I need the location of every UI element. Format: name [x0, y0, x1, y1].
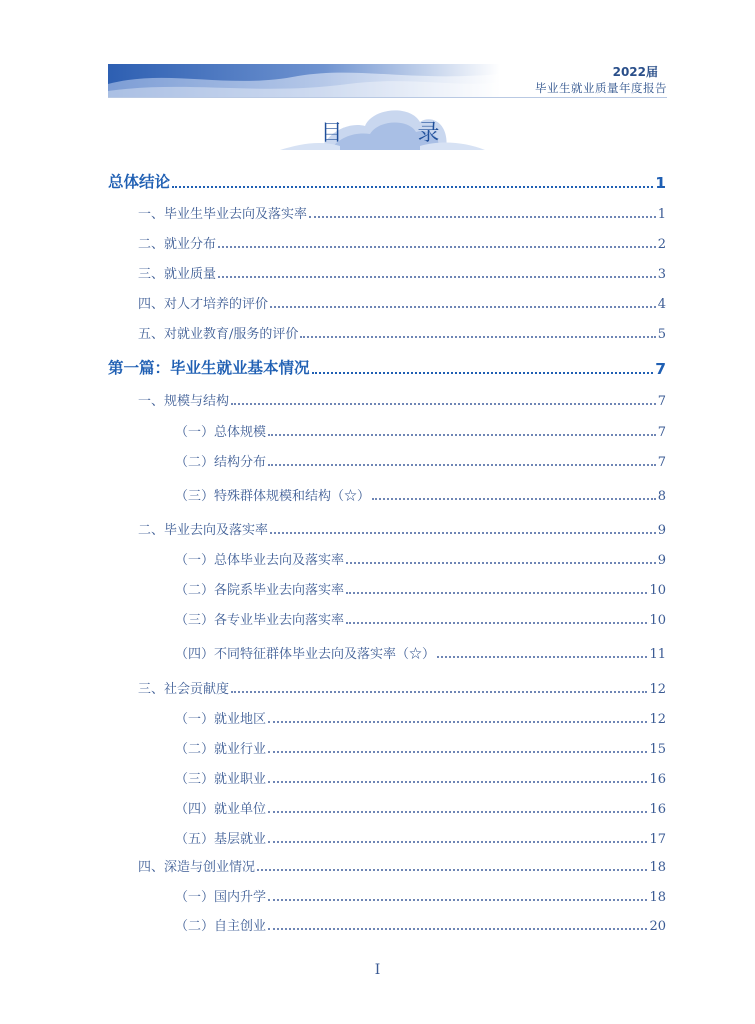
toc-entry[interactable] — [175, 609, 666, 628]
toc-page-number: 18 — [649, 890, 666, 905]
toc-section-entry[interactable] — [108, 356, 666, 378]
toc-leader-dots — [300, 326, 655, 338]
toc-entry-label: （一）就业地区 — [175, 712, 267, 727]
toc-leader-dots — [372, 488, 656, 500]
header-banner-image — [108, 64, 500, 97]
toc-entry-label: （一）国内升学 — [175, 890, 267, 905]
toc-leader-dots — [268, 711, 647, 723]
toc-entry-label: 五、对就业教育/服务的评价 — [138, 327, 299, 342]
toc-entry[interactable] — [175, 421, 666, 440]
toc-entry-label: 一、规模与结构 — [138, 394, 230, 409]
toc-entry-label: 四、深造与创业情况 — [138, 860, 256, 875]
toc-entry-label: （二）自主创业 — [175, 919, 267, 934]
toc-page-number: 18 — [649, 860, 666, 875]
toc-leader-dots — [270, 296, 656, 308]
toc-page-number: 9 — [657, 523, 666, 538]
toc-page-number: 20 — [649, 919, 666, 934]
toc-leader-dots — [268, 831, 647, 843]
toc-entry-label: （四）不同特征群体毕业去向及落实率（☆） — [175, 647, 436, 662]
toc-entry[interactable] — [138, 519, 666, 538]
header-report-title: 毕业生就业质量年度报告 — [535, 81, 667, 95]
toc-page-number: 17 — [649, 832, 666, 847]
toc-page-number: 3 — [657, 267, 666, 282]
toc-entry[interactable] — [138, 233, 666, 252]
toc-entry-label: 四、对人才培养的评价 — [138, 297, 269, 312]
toc-entry-label: 一、毕业生毕业去向及落实率 — [138, 207, 308, 222]
toc-entry-label: （四）就业单位 — [175, 802, 267, 817]
toc-leader-dots — [231, 681, 647, 693]
toc-page-number: 15 — [649, 742, 666, 757]
toc-entry-label: （二）各院系毕业去向落实率 — [175, 583, 345, 598]
toc-entry[interactable] — [175, 828, 666, 847]
toc-page-number: 16 — [649, 772, 666, 787]
toc-leader-dots — [268, 918, 647, 930]
toc-page-number: 16 — [649, 802, 666, 817]
toc-entry[interactable] — [138, 293, 666, 312]
toc-section-entry[interactable] — [108, 170, 666, 192]
toc-page-number: 1 — [655, 174, 666, 192]
toc-entry[interactable] — [175, 915, 666, 934]
toc-entry[interactable] — [175, 643, 666, 662]
toc-entry[interactable] — [175, 768, 666, 787]
toc-leader-dots — [172, 176, 653, 188]
toc-entry[interactable] — [138, 323, 666, 342]
toc-leader-dots — [268, 741, 647, 753]
toc-entry-label: （三）特殊群体规模和结构（☆） — [175, 489, 371, 504]
toc-page-number: 2 — [657, 237, 666, 252]
toc-entry[interactable] — [138, 678, 666, 697]
toc-entry[interactable] — [175, 451, 666, 470]
toc-leader-dots — [309, 206, 656, 218]
toc-entry[interactable] — [138, 390, 666, 409]
toc-entry-label: 二、毕业去向及落实率 — [138, 523, 269, 538]
toc-leader-dots — [268, 801, 647, 813]
toc-entry-label: （一）总体规模 — [175, 425, 267, 440]
toc-entry[interactable] — [175, 549, 666, 568]
toc-entry-label: 第一篇：毕业生就业基本情况 — [108, 359, 310, 377]
toc-entry-label: 三、社会贡献度 — [138, 682, 230, 697]
toc-leader-dots — [257, 859, 647, 871]
toc-leader-dots — [218, 266, 656, 278]
toc-leader-dots — [268, 424, 656, 436]
toc-page-number: 1 — [657, 207, 666, 222]
toc-page-number: 9 — [657, 553, 666, 568]
toc-page-number: 5 — [657, 327, 666, 342]
toc-leader-dots — [268, 454, 656, 466]
toc-entry-label: （一）总体毕业去向及落实率 — [175, 553, 345, 568]
toc-entry-label: （二）就业行业 — [175, 742, 267, 757]
toc-leader-dots — [231, 393, 656, 405]
toc-entry-label: 二、就业分布 — [138, 237, 217, 252]
toc-page-number: 7 — [657, 455, 666, 470]
toc-entry-label: （二）结构分布 — [175, 455, 267, 470]
toc-entry[interactable] — [175, 708, 666, 727]
toc-leader-dots — [270, 522, 656, 534]
toc-entry[interactable] — [138, 263, 666, 282]
header-year: 2022届 — [612, 65, 658, 79]
toc-page-number: 10 — [649, 613, 666, 628]
toc-leader-dots — [437, 646, 647, 658]
toc-leader-dots — [346, 552, 656, 564]
toc-page-number: 12 — [649, 682, 666, 697]
toc-leader-dots — [268, 771, 647, 783]
toc-entry-label: （五）基层就业 — [175, 832, 267, 847]
toc-entry[interactable] — [138, 203, 666, 222]
toc-leader-dots — [218, 236, 656, 248]
toc-page-number: 7 — [657, 425, 666, 440]
toc-entry-label: 总体结论 — [108, 173, 171, 191]
toc-leader-dots — [312, 362, 654, 374]
page-number-footer: I — [374, 962, 381, 978]
toc-entry[interactable] — [138, 856, 666, 875]
toc-page-number: 7 — [655, 360, 666, 378]
toc-entry-label: （三）各专业毕业去向落实率 — [175, 613, 345, 628]
toc-page-number: 7 — [657, 394, 666, 409]
toc-page-number: 10 — [649, 583, 666, 598]
toc-page-number: 11 — [649, 647, 666, 662]
toc-entry-label: （三）就业职业 — [175, 772, 267, 787]
toc-entry[interactable] — [175, 738, 666, 757]
toc-entry-label: 三、就业质量 — [138, 267, 217, 282]
toc-leader-dots — [346, 582, 647, 594]
toc-page-number: 12 — [649, 712, 666, 727]
toc-entry[interactable] — [175, 798, 666, 817]
toc-entry[interactable] — [175, 886, 666, 905]
toc-page-number: 4 — [657, 297, 666, 312]
toc-leader-dots — [268, 889, 647, 901]
header-divider — [108, 97, 667, 98]
toc-leader-dots — [346, 612, 647, 624]
page-title: 目 录 — [320, 121, 474, 146]
toc-page-number: 8 — [657, 489, 666, 504]
toc-entry[interactable] — [175, 579, 666, 598]
title-ornament — [260, 100, 500, 152]
toc-entry[interactable] — [175, 485, 666, 504]
